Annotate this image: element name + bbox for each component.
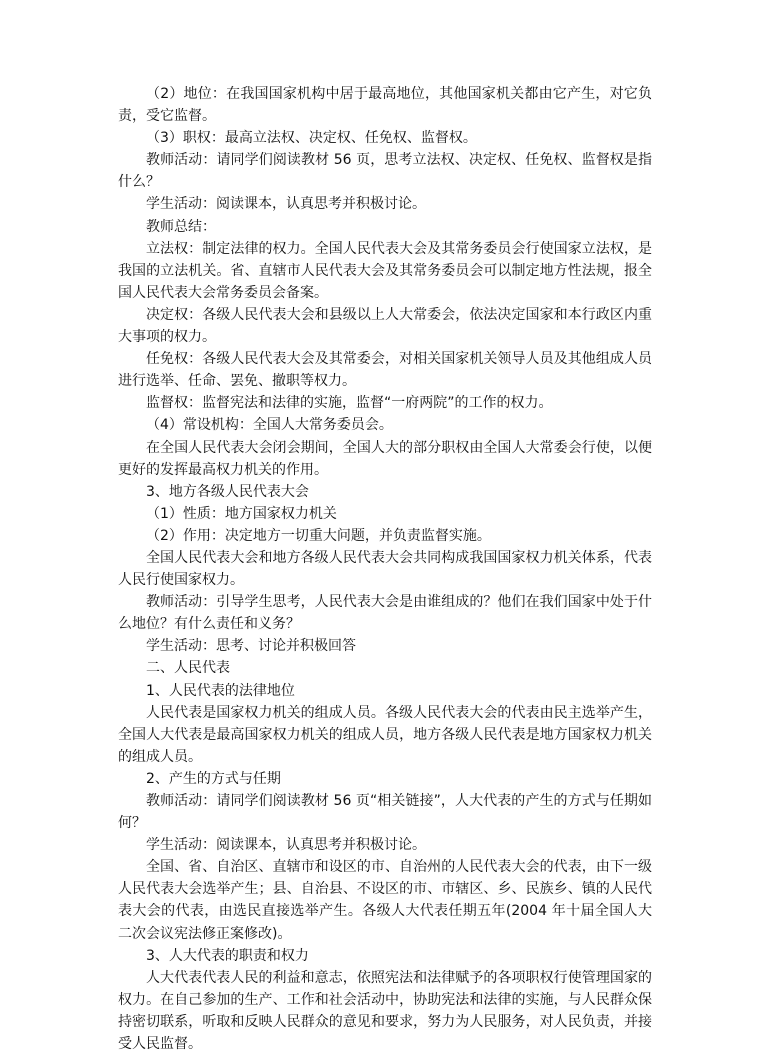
paragraph: 教师活动：请同学们阅读教材 56 页“相关链接”，人大代表的产生的方式与任期如何？ [118,793,652,832]
paragraph: 学生活动：思考、讨论并积极回答 [146,638,356,655]
paragraph: 人大代表代表人民的利益和意志，依照宪法和法律赋予的各项职权行使管理国家的权力。在自己参加的生产、工作和社会活动中，协助宪法和法律的实施，与人民群众保持密切联系，听取和反映人民群众的意见和要求，努力为人民服务，对人民负责，并接受人民监督。 [118,969,652,1053]
paragraph: 学生活动：阅读课本，认真思考并积极讨论。 [146,837,426,854]
paragraph: 决定权：各级人民代表大会和县级以上人大常委会，依法决定国家和本行政区内重大事项的权力。 [118,306,652,346]
section-heading: 二、人民代表 [146,660,230,677]
paragraph: 教师活动：引导学生思考，人民代表大会是由谁组成的？他们在我们国家中处于什么地位？有什么责任和义务？ [118,594,652,633]
section-heading: 1、人民代表的法律地位 [146,682,295,699]
document-body [118,83,652,1055]
paragraph: （4）常设机构：全国人大常务委员会。 [146,417,393,434]
paragraph: 监督权：监督宪法和法律的实施，监督“一府两院”的工作的权力。 [146,395,553,412]
paragraph: 全国、省、自治区、直辖市和设区的市、自治州的人民代表大会的代表，由下一级人民代表大会选举产生；县、自治县、不设区的市、市辖区、乡、民族乡、镇的人民代表大会的代表，由选民直接选举产生。各级人大代表任期五年(2004 年十届全国人大二次会议宪法修正案修改)。 [118,859,652,942]
paragraph: 任免权：各级人民代表大会及其常委会，对相关国家机关领导人员及其他组成人员进行选举、任命、罢免、撤职等权力。 [118,351,652,390]
paragraph: 立法权：制定法律的权力。全国人民代表大会及其常务委员会行使国家立法权，是我国的立法机关。省、直辖市人民代表大会及其常务委员会可以制定地方性法规，报全国人民代表大会常务委员会备案。 [118,240,652,301]
section-heading: 3、人大代表的职责和权力 [146,947,309,964]
paragraph: 学生活动：阅读课本，认真思考并积极讨论。 [146,196,426,213]
paragraph: （3）职权：最高立法权、决定权、任免权、监督权。 [146,130,477,147]
paragraph: 全国人民代表大会和地方各级人民代表大会共同构成我国国家权力机关体系，代表人民行使国家权力。 [118,549,652,589]
paragraph: （1）性质：地方国家权力机关 [146,505,337,522]
paragraph: （2）地位：在我国国家机构中居于最高地位，其他国家机关都由它产生，对它负责，受它监督。 [118,86,652,125]
section-heading: 2、产生的方式与任期 [146,770,281,787]
paragraph: （2）作用：决定地方一切重大问题，并负责监督实施。 [146,527,491,544]
section-heading: 3、地方各级人民代表大会 [146,483,309,500]
paragraph: 人民代表是国家权力机关的组成人员。各级人民代表大会的代表由民主选举产生，全国人大代表是最高国家权力机关的组成人员，地方各级人民代表是地方国家权力机关的组成人员。 [118,704,652,765]
paragraph: 教师总结： [146,218,216,235]
paragraph: 教师活动：请同学们阅读教材 56 页，思考立法权、决定权、任免权、监督权是指什么？ [118,152,652,191]
paragraph: 在全国人民代表大会闭会期间，全国人大的部分职权由全国人大常委会行使，以便更好的发挥最高权力机关的作用。 [118,439,652,478]
